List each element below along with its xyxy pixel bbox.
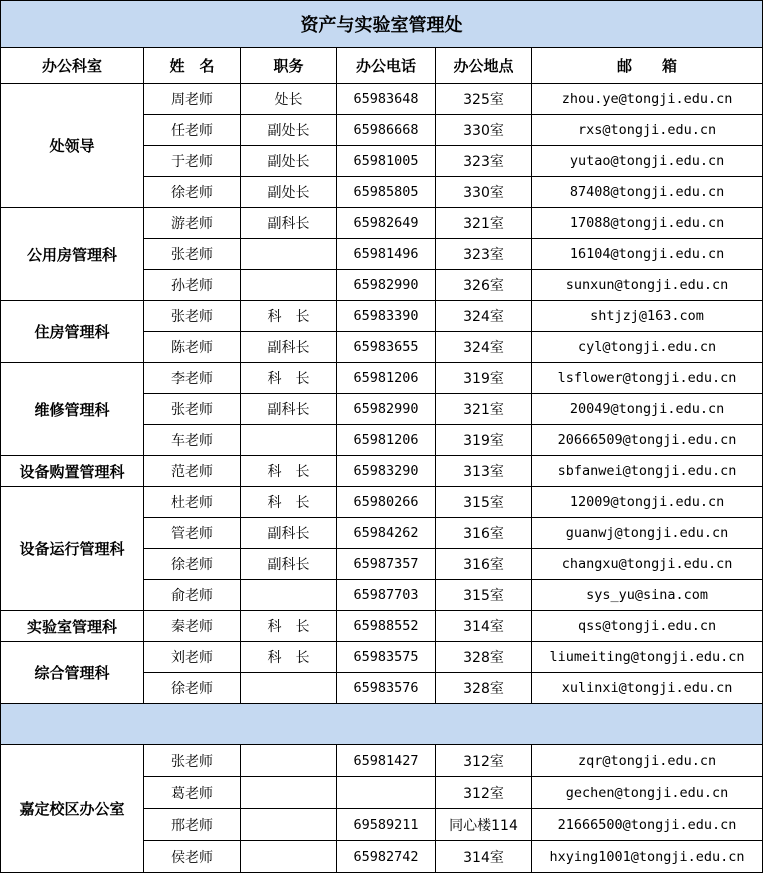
staff-location: 325室 — [436, 84, 532, 115]
header-name: 姓 名 — [144, 48, 241, 84]
staff-location: 330室 — [436, 177, 532, 208]
staff-email[interactable]: sbfanwei@tongji.edu.cn — [532, 456, 763, 487]
staff-name: 任老师 — [144, 115, 241, 146]
staff-name: 于老师 — [144, 146, 241, 177]
staff-phone: 65983290 — [337, 456, 436, 487]
department-cell: 住房管理科 — [1, 301, 144, 363]
staff-name: 葛老师 — [144, 777, 241, 809]
staff-title — [241, 745, 337, 777]
staff-name: 张老师 — [144, 239, 241, 270]
department-cell: 设备运行管理科 — [1, 487, 144, 611]
staff-location: 323室 — [436, 146, 532, 177]
staff-phone: 65981005 — [337, 146, 436, 177]
staff-phone: 65982649 — [337, 208, 436, 239]
staff-title — [241, 239, 337, 270]
staff-location: 314室 — [436, 841, 532, 873]
staff-email[interactable]: 16104@tongji.edu.cn — [532, 239, 763, 270]
staff-name: 张老师 — [144, 394, 241, 425]
title-row — [1, 1, 763, 48]
staff-location: 321室 — [436, 394, 532, 425]
staff-phone: 65980266 — [337, 487, 436, 518]
staff-phone: 65987703 — [337, 580, 436, 611]
staff-location: 319室 — [436, 425, 532, 456]
staff-name: 李老师 — [144, 363, 241, 394]
staff-location: 316室 — [436, 549, 532, 580]
staff-location: 319室 — [436, 363, 532, 394]
staff-phone: 65981206 — [337, 425, 436, 456]
staff-name: 管老师 — [144, 518, 241, 549]
staff-title — [241, 270, 337, 301]
table-body — [1, 1, 763, 873]
staff-email[interactable]: 21666500@tongji.edu.cn — [532, 809, 763, 841]
staff-title: 副科长 — [241, 332, 337, 363]
staff-location: 314室 — [436, 611, 532, 642]
staff-name: 杜老师 — [144, 487, 241, 518]
staff-title — [241, 425, 337, 456]
table-row — [1, 611, 763, 642]
staff-location: 316室 — [436, 518, 532, 549]
staff-email[interactable]: liumeiting@tongji.edu.cn — [532, 642, 763, 673]
staff-location: 312室 — [436, 777, 532, 809]
staff-phone: 65984262 — [337, 518, 436, 549]
staff-title: 科 长 — [241, 611, 337, 642]
table-title: 资产与实验室管理处 — [1, 1, 763, 48]
department-cell: 公用房管理科 — [1, 208, 144, 301]
table-row — [1, 84, 763, 115]
staff-title: 科 长 — [241, 456, 337, 487]
staff-phone: 65981427 — [337, 745, 436, 777]
staff-title: 副科长 — [241, 549, 337, 580]
staff-title — [241, 809, 337, 841]
staff-phone: 65983655 — [337, 332, 436, 363]
table-row — [1, 487, 763, 518]
department-cell: 维修管理科 — [1, 363, 144, 456]
department-cell: 处领导 — [1, 84, 144, 208]
staff-name: 陈老师 — [144, 332, 241, 363]
staff-location: 321室 — [436, 208, 532, 239]
staff-location: 326室 — [436, 270, 532, 301]
staff-name: 刘老师 — [144, 642, 241, 673]
staff-name: 秦老师 — [144, 611, 241, 642]
staff-title — [241, 841, 337, 873]
header-location: 办公地点 — [436, 48, 532, 84]
staff-location: 328室 — [436, 642, 532, 673]
staff-name: 徐老师 — [144, 673, 241, 704]
staff-phone: 65983648 — [337, 84, 436, 115]
staff-name: 徐老师 — [144, 177, 241, 208]
staff-location: 315室 — [436, 580, 532, 611]
staff-email[interactable]: rxs@tongji.edu.cn — [532, 115, 763, 146]
department-cell: 实验室管理科 — [1, 611, 144, 642]
staff-title: 副处长 — [241, 177, 337, 208]
table-row — [1, 301, 763, 332]
staff-phone: 65982990 — [337, 270, 436, 301]
header-title: 职务 — [241, 48, 337, 84]
department-cell: 综合管理科 — [1, 642, 144, 704]
staff-phone: 65987357 — [337, 549, 436, 580]
staff-email[interactable]: sys_yu@sina.com — [532, 580, 763, 611]
staff-email[interactable]: xulinxi@tongji.edu.cn — [532, 673, 763, 704]
staff-phone: 65982742 — [337, 841, 436, 873]
staff-title: 副科长 — [241, 208, 337, 239]
staff-name: 张老师 — [144, 301, 241, 332]
staff-phone: 69589211 — [337, 809, 436, 841]
staff-email[interactable]: 20666509@tongji.edu.cn — [532, 425, 763, 456]
staff-title: 副科长 — [241, 394, 337, 425]
staff-title: 科 长 — [241, 301, 337, 332]
staff-name: 张老师 — [144, 745, 241, 777]
staff-phone: 65986668 — [337, 115, 436, 146]
staff-email[interactable]: sunxun@tongji.edu.cn — [532, 270, 763, 301]
staff-title: 科 长 — [241, 642, 337, 673]
header-row — [1, 48, 763, 84]
staff-name: 侯老师 — [144, 841, 241, 873]
staff-name: 周老师 — [144, 84, 241, 115]
staff-email[interactable]: guanwj@tongji.edu.cn — [532, 518, 763, 549]
staff-phone: 65988552 — [337, 611, 436, 642]
staff-title: 副科长 — [241, 518, 337, 549]
staff-email[interactable]: 12009@tongji.edu.cn — [532, 487, 763, 518]
staff-email[interactable]: cyl@tongji.edu.cn — [532, 332, 763, 363]
staff-email[interactable]: gechen@tongji.edu.cn — [532, 777, 763, 809]
table-row — [1, 456, 763, 487]
staff-name: 车老师 — [144, 425, 241, 456]
staff-title: 科 长 — [241, 487, 337, 518]
staff-title: 处长 — [241, 84, 337, 115]
staff-email[interactable]: 17088@tongji.edu.cn — [532, 208, 763, 239]
staff-phone: 65982990 — [337, 394, 436, 425]
staff-location: 324室 — [436, 332, 532, 363]
staff-phone: 65985805 — [337, 177, 436, 208]
staff-location: 324室 — [436, 301, 532, 332]
staff-title — [241, 673, 337, 704]
staff-title: 副处长 — [241, 146, 337, 177]
staff-email[interactable]: qss@tongji.edu.cn — [532, 611, 763, 642]
staff-email[interactable]: zhou.ye@tongji.edu.cn — [532, 84, 763, 115]
staff-location: 330室 — [436, 115, 532, 146]
staff-location: 315室 — [436, 487, 532, 518]
table-row — [1, 208, 763, 239]
staff-location: 312室 — [436, 745, 532, 777]
staff-phone: 65983390 — [337, 301, 436, 332]
staff-phone — [337, 777, 436, 809]
staff-name: 徐老师 — [144, 549, 241, 580]
staff-phone: 65983575 — [337, 642, 436, 673]
staff-location: 同心楼114 — [436, 809, 532, 841]
staff-email[interactable]: 87408@tongji.edu.cn — [532, 177, 763, 208]
staff-email[interactable]: changxu@tongji.edu.cn — [532, 549, 763, 580]
header-dept: 办公科室 — [1, 48, 144, 84]
staff-location: 328室 — [436, 673, 532, 704]
staff-phone: 65981206 — [337, 363, 436, 394]
table-row — [1, 745, 763, 777]
staff-name: 孙老师 — [144, 270, 241, 301]
header-email: 邮 箱 — [532, 48, 763, 84]
staff-email[interactable]: shtjzj@163.com — [532, 301, 763, 332]
staff-title — [241, 580, 337, 611]
separator-row — [1, 704, 763, 745]
staff-phone: 65983576 — [337, 673, 436, 704]
staff-phone: 65981496 — [337, 239, 436, 270]
table-row — [1, 642, 763, 673]
department-cell: 设备购置管理科 — [1, 456, 144, 487]
staff-name: 邢老师 — [144, 809, 241, 841]
header-phone: 办公电话 — [337, 48, 436, 84]
staff-email[interactable]: yutao@tongji.edu.cn — [532, 146, 763, 177]
staff-title: 副处长 — [241, 115, 337, 146]
staff-email[interactable]: hxying1001@tongji.edu.cn — [532, 841, 763, 873]
staff-title: 科 长 — [241, 363, 337, 394]
staff-location: 323室 — [436, 239, 532, 270]
separator-band — [1, 704, 763, 745]
staff-name: 游老师 — [144, 208, 241, 239]
staff-location: 313室 — [436, 456, 532, 487]
department-cell: 嘉定校区办公室 — [1, 745, 144, 873]
staff-email[interactable]: zqr@tongji.edu.cn — [532, 745, 763, 777]
staff-email[interactable]: 20049@tongji.edu.cn — [532, 394, 763, 425]
table-row — [1, 363, 763, 394]
staff-title — [241, 777, 337, 809]
staff-name: 俞老师 — [144, 580, 241, 611]
staff-name: 范老师 — [144, 456, 241, 487]
staff-email[interactable]: lsflower@tongji.edu.cn — [532, 363, 763, 394]
